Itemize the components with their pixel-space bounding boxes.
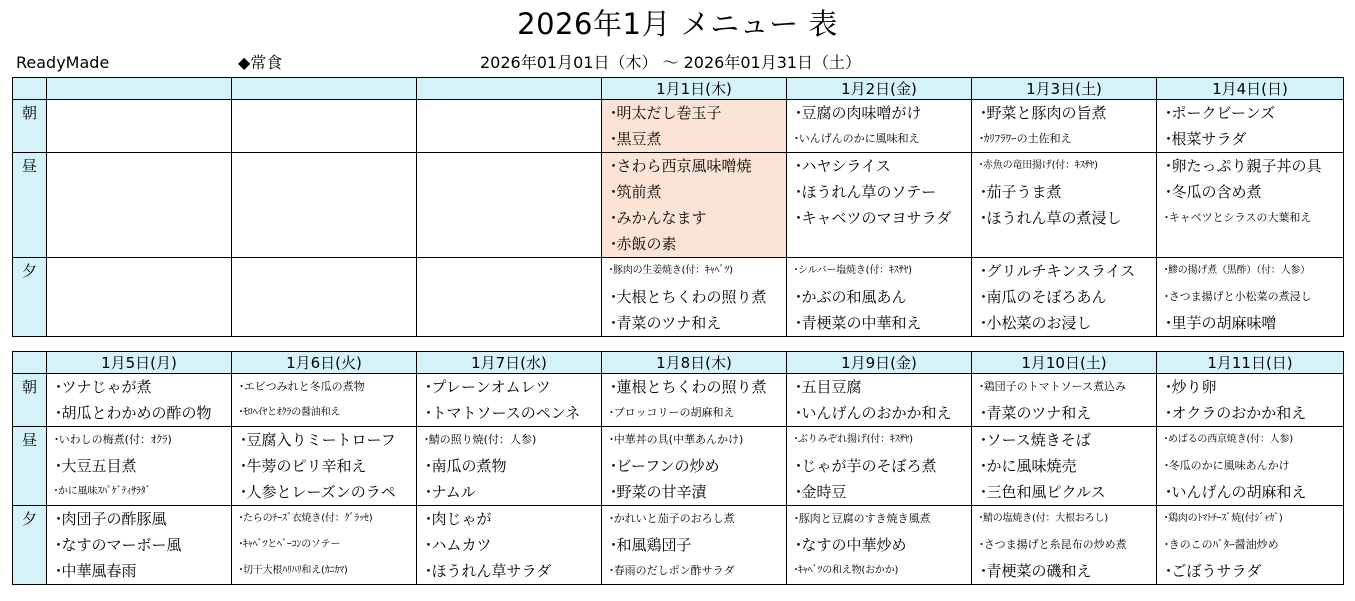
dish-item: ・ 鯖の照り焼(付：人参): [417, 427, 601, 453]
week-2-table: [12, 351, 1344, 585]
dish-item: ・ かに風味焼売: [972, 453, 1156, 479]
menu-cell: [602, 100, 787, 153]
dish-item: ・ いんげんのおかか和え: [787, 400, 971, 426]
dish-item: ・ エビつみれと冬瓜の煮物: [232, 374, 416, 400]
menu-cell: [602, 427, 787, 506]
dish-item: ・ 豆腐入りミートローフ: [232, 427, 416, 453]
dish-item: ・ 肉団子の酢豚風: [47, 506, 231, 532]
menu-cell: [417, 153, 602, 258]
dish-item: ・ なすの中華炒め: [787, 532, 971, 558]
meal-label-lunch: 昼: [13, 427, 47, 506]
dish-item: ・ ﾓﾛﾍｲﾔとｵｸﾗの醤油和え: [232, 400, 416, 426]
day-header: 1月11日(日): [1157, 352, 1344, 374]
dish-item: ・ ｷｬﾍﾞﾂの和え物(おかか): [787, 558, 971, 584]
dish-item: ・ 春雨のだしポン酢サラダ: [602, 558, 786, 584]
dish-item: ・ 冬瓜の含め煮: [1157, 179, 1343, 205]
dish-item: ・ 蓮根とちくわの照り煮: [602, 374, 786, 400]
menu-cell: [47, 153, 232, 258]
menu-cell: [602, 374, 787, 427]
dish-item: ・ きのこのﾊﾞﾀｰ醤油炒め: [1157, 532, 1343, 558]
day-header: 1月10日(土): [972, 352, 1157, 374]
day-header: 1月8日(木): [602, 352, 787, 374]
dish-item: ・ 南瓜のそぼろあん: [972, 284, 1156, 310]
meal-label-dinner: 夕: [13, 506, 47, 585]
day-header: [232, 78, 417, 100]
dish-item: ・ トマトソースのペンネ: [417, 400, 601, 426]
menu-cell: [972, 258, 1157, 337]
meal-label-breakfast: 朝: [13, 100, 47, 153]
dish-item: ・ 五目豆腐: [787, 374, 971, 400]
dish-item: ・ ハヤシライス: [787, 153, 971, 179]
dish-item: ・ グリルチキンスライス: [972, 258, 1156, 284]
dish-item: ・ 青菜のツナ和え: [602, 310, 786, 336]
dish-item: ・ 青梗菜の中華和え: [787, 310, 971, 336]
brand-label: ReadyMade: [16, 53, 110, 72]
day-header: 1月5日(月): [47, 352, 232, 374]
dish-item: ・ ｷｬﾍﾞﾂとﾍﾞｰｺﾝのソテー: [232, 532, 416, 558]
dish-item: ・ オクラのおかか和え: [1157, 400, 1343, 426]
menu-cell: [232, 427, 417, 506]
dish-item: ・ 鯖の塩焼き(付：大根おろし): [972, 506, 1156, 532]
menu-cell: [47, 374, 232, 427]
dish-item: ・ 明太だし巻玉子: [602, 100, 786, 126]
dish-item: ・ 赤魚の竜田揚げ(付：ｷｽｻﾔ): [972, 153, 1156, 179]
menu-cell: [602, 258, 787, 337]
dish-item: ・ 豚肉の生姜焼き(付：ｷｬﾍﾞﾂ): [602, 258, 786, 284]
dish-item: ・ ｶﾘﾌﾗﾜｰの土佐和え: [972, 126, 1156, 152]
dinner-row: [13, 258, 1344, 337]
dish-item: ・ 豚肉と豆腐のすき焼き風煮: [787, 506, 971, 532]
dish-item: ・ ナムル: [417, 479, 601, 505]
menu-cell: [787, 427, 972, 506]
dish-item: ・ 青梗菜の磯和え: [972, 558, 1156, 584]
dish-item: ・ 胡瓜とわかめの酢の物: [47, 400, 231, 426]
dish-item: ・ 鶏肉のﾄﾏﾄﾁｰｽﾞ焼(付ｼﾞｬｶﾞ): [1157, 506, 1343, 532]
menu-cell: [1157, 153, 1344, 258]
menu-cell: [972, 100, 1157, 153]
dish-item: ・ 冬瓜のかに風味あんかけ: [1157, 453, 1343, 479]
dish-item: ・ いわしの梅煮(付：ｵｸﾗ): [47, 427, 231, 453]
menu-cell: [47, 506, 232, 585]
menu-cell: [1157, 374, 1344, 427]
dish-item: ・ プレーンオムレツ: [417, 374, 601, 400]
menu-cell: [232, 153, 417, 258]
dish-item: ・ ブロッコリーの胡麻和え: [602, 400, 786, 426]
menu-cell: [972, 427, 1157, 506]
dish-item: ・ ビーフンの炒め: [602, 453, 786, 479]
meal-label-dinner: 夕: [13, 258, 47, 337]
dish-item: ・ 大根とちくわの照り煮: [602, 284, 786, 310]
dish-item: ・ ツナじゃが煮: [47, 374, 231, 400]
dish-item: ・ 鶏団子のトマトソース煮込み: [972, 374, 1156, 400]
dinner-row: [13, 506, 1344, 585]
dish-item: ・ かぶの和風あん: [787, 284, 971, 310]
dish-item: ・ 牛蒡のピリ辛和え: [232, 453, 416, 479]
dish-item: ・ 茄子うま煮: [972, 179, 1156, 205]
dish-item: ・ 中華丼の具(中華あんかけ): [602, 427, 786, 453]
menu-type-label: ◆常食: [238, 53, 283, 72]
corner-cell: [13, 352, 47, 374]
day-header: 1月3日(土): [972, 78, 1157, 100]
dish-item: ・ 肉じゃが: [417, 506, 601, 532]
menu-cell: [232, 258, 417, 337]
dish-item: ・ じゃが芋のそぼろ煮: [787, 453, 971, 479]
meal-label-lunch: 昼: [13, 153, 47, 258]
dish-item: ・ ごぼうサラダ: [1157, 558, 1343, 584]
day-header: 1月2日(金): [787, 78, 972, 100]
dish-item: ・ なすのマーボー風: [47, 532, 231, 558]
dish-item: ・ 小松菜のお浸し: [972, 310, 1156, 336]
dish-item: ・ ハムカツ: [417, 532, 601, 558]
lunch-row: [13, 153, 1344, 258]
menu-cell: [232, 374, 417, 427]
dish-item: ・ 豆腐の肉味噌がけ: [787, 100, 971, 126]
dish-item: ・ キャベツとシラスの大葉和え: [1157, 205, 1343, 231]
day-header: [417, 78, 602, 100]
week-1-table: [12, 77, 1344, 337]
date-range-label: 2026年01月01日（木） ～ 2026年01月31日（土）: [480, 53, 862, 72]
dish-item: ・ 根菜サラダ: [1157, 126, 1343, 152]
menu-cell: [602, 153, 787, 258]
dish-item: ・ めばるの西京焼き(付：人参): [1157, 427, 1343, 453]
dish-item: ・ たらのﾁｰｽﾞ衣焼き(付：ｸﾞﾗｯｾ): [232, 506, 416, 532]
menu-cell: [1157, 427, 1344, 506]
dish-item: ・ かれいと茄子のおろし煮: [602, 506, 786, 532]
menu-cell: [47, 258, 232, 337]
dish-item: ・ 人参とレーズンのラペ: [232, 479, 416, 505]
dish-item: ・ 中華風春雨: [47, 558, 231, 584]
dish-item: ・ みかんなます: [602, 205, 786, 231]
day-header: 1月6日(火): [232, 352, 417, 374]
menu-cell: [417, 427, 602, 506]
day-header: 1月4日(日): [1157, 78, 1344, 100]
dish-item: ・ 筑前煮: [602, 179, 786, 205]
breakfast-row: [13, 374, 1344, 427]
day-header: [47, 78, 232, 100]
week-1-header-row: [13, 78, 1344, 100]
week-2-header-row: [13, 352, 1344, 374]
dish-item: ・ キャベツのマヨサラダ: [787, 205, 971, 231]
dish-item: ・ 切干大根ﾊﾘﾊﾘ和え(ｶﾆｶﾏ): [232, 558, 416, 584]
dish-item: ・ 南瓜の煮物: [417, 453, 601, 479]
dish-item: ・ 里芋の胡麻味噌: [1157, 310, 1343, 336]
menu-cell: [602, 506, 787, 585]
menu-cell: [787, 100, 972, 153]
breakfast-row: [13, 100, 1344, 153]
menu-cell: [787, 506, 972, 585]
dish-item: ・ 大豆五目煮: [47, 453, 231, 479]
menu-cell: [972, 506, 1157, 585]
dish-item: ・ 野菜と豚肉の旨煮: [972, 100, 1156, 126]
meal-label-breakfast: 朝: [13, 374, 47, 427]
dish-item: ・ かに風味ｽﾊﾟｹﾞﾃｨｻﾗﾀﾞ: [47, 479, 231, 505]
dish-item: ・ いんげんのかに風味和え: [787, 126, 971, 152]
day-header: 1月9日(金): [787, 352, 972, 374]
menu-cell: [972, 153, 1157, 258]
dish-item: ・ さつま揚げと糸昆布の炒め煮: [972, 532, 1156, 558]
dish-item: ・ ほうれん草のソテー: [787, 179, 971, 205]
menu-cell: [417, 374, 602, 427]
menu-cell: [1157, 258, 1344, 337]
page-title: 2026年1月 メニュー 表: [517, 7, 838, 41]
dish-item: ・ ポークビーンズ: [1157, 100, 1343, 126]
menu-cell: [1157, 100, 1344, 153]
menu-cell: [1157, 506, 1344, 585]
dish-item: ・ 青菜のツナ和え: [972, 400, 1156, 426]
dish-item: ・ 赤飯の素: [602, 231, 786, 257]
dish-item: ・ 黒豆煮: [602, 126, 786, 152]
day-header: 1月7日(水): [417, 352, 602, 374]
dish-item: ・ 炒り卵: [1157, 374, 1343, 400]
dish-item: ・ 鯵の揚げ煮（黒酢）（付：人参）: [1157, 258, 1343, 284]
dish-item: ・ ほうれん草の煮浸し: [972, 205, 1156, 231]
dish-item: ・ いんげんの胡麻和え: [1157, 479, 1343, 505]
dish-item: ・ ソース焼きそば: [972, 427, 1156, 453]
lunch-row: [13, 427, 1344, 506]
menu-cell: [232, 506, 417, 585]
dish-item: ・ さわら西京風味噌焼: [602, 153, 786, 179]
corner-cell: [13, 78, 47, 100]
dish-item: ・ 卵たっぷり親子丼の具: [1157, 153, 1343, 179]
dish-item: ・ 和風鶏団子: [602, 532, 786, 558]
dish-item: ・ シルバー塩焼き(付：ｷｽｻﾔ): [787, 258, 971, 284]
menu-cell: [972, 374, 1157, 427]
dish-item: ・ さつま揚げと小松菜の煮浸し: [1157, 284, 1343, 310]
dish-item: ・ 金時豆: [787, 479, 971, 505]
menu-cell: [787, 258, 972, 337]
menu-cell: [47, 100, 232, 153]
dish-item: ・ 野菜の甘辛漬: [602, 479, 786, 505]
dish-item: ・ ほうれん草サラダ: [417, 558, 601, 584]
menu-cell: [787, 153, 972, 258]
menu-cell: [787, 374, 972, 427]
menu-cell: [417, 506, 602, 585]
dish-item: ・ 三色和風ピクルス: [972, 479, 1156, 505]
menu-cell: [417, 100, 602, 153]
menu-cell: [417, 258, 602, 337]
day-header: 1月1日(木): [602, 78, 787, 100]
menu-cell: [47, 427, 232, 506]
dish-item: ・ ぶりみぞれ揚げ(付：ｷｽｻﾔ): [787, 427, 971, 453]
menu-cell: [232, 100, 417, 153]
